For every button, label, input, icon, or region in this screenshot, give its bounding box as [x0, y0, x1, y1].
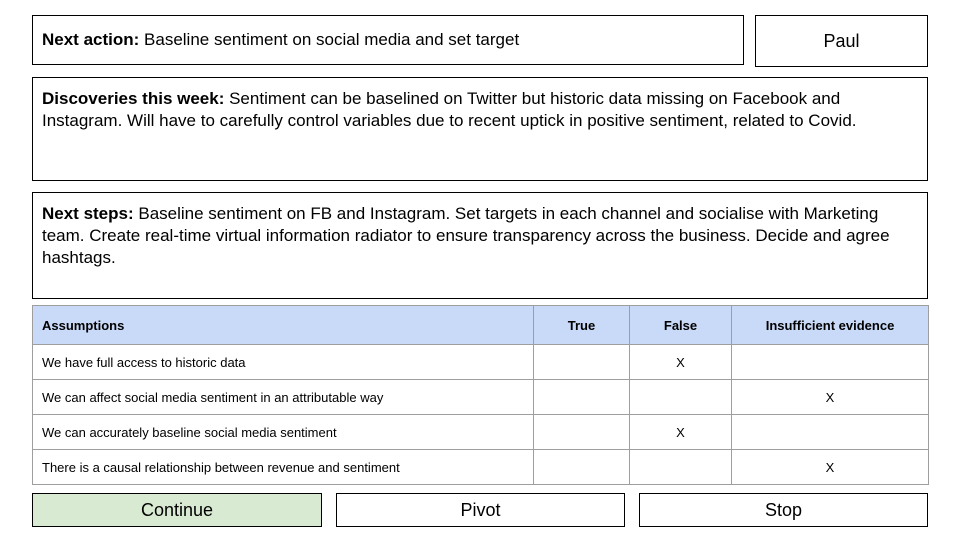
assumption-cell: We can accurately baseline social media sentiment — [33, 415, 534, 450]
header-insufficient-evidence: Insufficient evidence — [732, 306, 929, 345]
false-cell — [630, 380, 732, 415]
next-steps-text: Baseline sentiment on FB and Instagram. Set targets in each channel and socialise with Marketing team. Create real-time virtual information radiator to ensure transparency across the business. Decide and agree hashtags. — [42, 204, 890, 267]
next-action-text: Baseline sentiment on social media and set target — [139, 30, 520, 49]
next-action-label: Next action: — [42, 30, 140, 49]
table-row — [33, 345, 929, 380]
stop-button-label: Stop — [764, 499, 803, 520]
false-cell — [630, 450, 732, 485]
header-assumptions: Assumptions — [33, 306, 534, 345]
stop-button[interactable] — [639, 493, 928, 527]
owner-name: Paul — [823, 30, 860, 51]
insufficient-cell: X — [732, 450, 929, 485]
next-steps-box — [32, 192, 928, 299]
discoveries-box — [32, 77, 928, 181]
header-false: False — [630, 306, 732, 345]
false-cell: X — [630, 415, 732, 450]
discoveries-label: Discoveries this week: — [42, 89, 225, 108]
next-action-box — [32, 15, 744, 65]
assumption-cell: There is a causal relationship between revenue and sentiment — [33, 450, 534, 485]
header-true: True — [534, 306, 630, 345]
continue-button[interactable] — [32, 493, 322, 527]
table-row — [33, 450, 929, 485]
pivot-button[interactable] — [336, 493, 625, 527]
insufficient-cell — [732, 415, 929, 450]
insufficient-cell: X — [732, 380, 929, 415]
owner-box — [755, 15, 928, 67]
false-cell: X — [630, 345, 732, 380]
assumption-cell: We have full access to historic data — [33, 345, 534, 380]
true-cell — [534, 450, 630, 485]
true-cell — [534, 345, 630, 380]
table-row — [33, 415, 929, 450]
true-cell — [534, 415, 630, 450]
true-cell — [534, 380, 630, 415]
pivot-button-label: Pivot — [460, 499, 501, 520]
insufficient-cell — [732, 345, 929, 380]
assumptions-table — [32, 305, 929, 485]
continue-button-label: Continue — [140, 499, 214, 520]
table-header-row — [33, 306, 929, 345]
table-row — [33, 380, 929, 415]
discoveries-text: Sentiment can be baselined on Twitter but historic data missing on Facebook and Instagram. Will have to carefully control variables due to recent uptick in positive sentiment, related to Covid. — [42, 89, 857, 130]
next-steps-label: Next steps: — [42, 204, 134, 223]
assumption-cell: We can affect social media sentiment in an attributable way — [33, 380, 534, 415]
